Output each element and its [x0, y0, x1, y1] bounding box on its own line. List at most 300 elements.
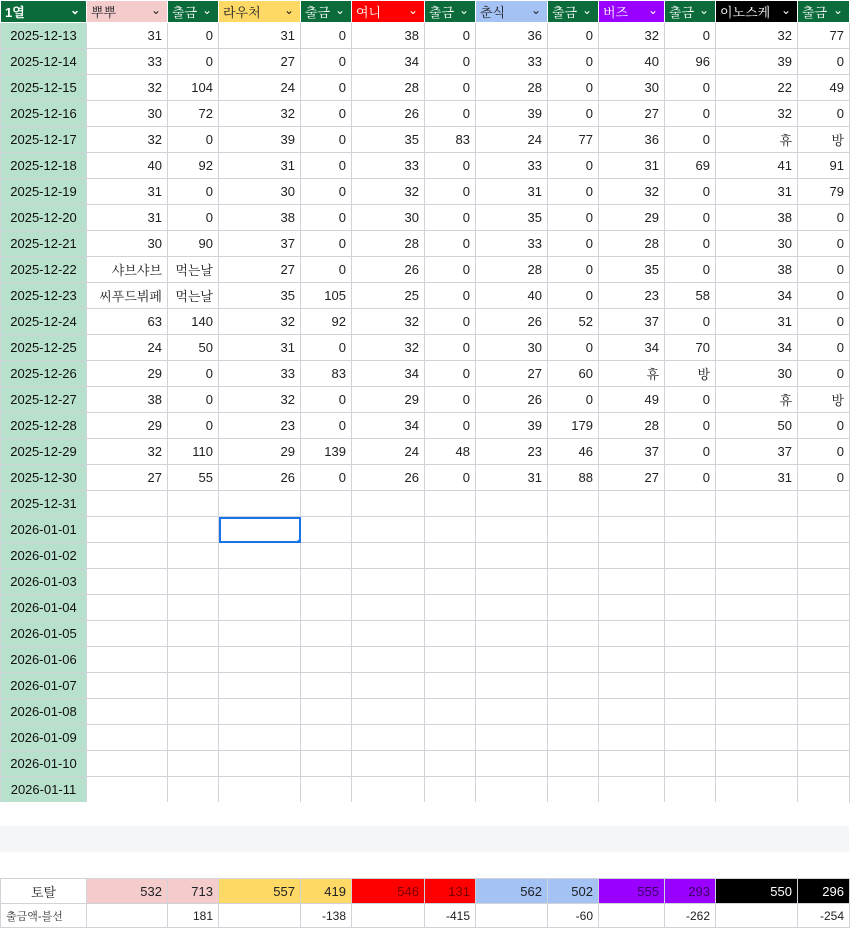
date-cell[interactable]: 2026-01-02	[1, 543, 87, 569]
date-cell[interactable]: 2025-12-17	[1, 127, 87, 153]
cell[interactable]: 31	[716, 179, 798, 205]
date-cell[interactable]: 2026-01-11	[1, 777, 87, 803]
cell[interactable]: 휴	[599, 361, 665, 387]
date-cell[interactable]: 2025-12-22	[1, 257, 87, 283]
cell[interactable]: 0	[425, 101, 476, 127]
cell[interactable]: 0	[301, 205, 352, 231]
cell[interactable]	[599, 491, 665, 517]
cell[interactable]: 32	[352, 309, 425, 335]
cell[interactable]: 23	[219, 413, 301, 439]
date-cell[interactable]: 2025-12-14	[1, 49, 87, 75]
cell[interactable]	[716, 543, 798, 569]
cell[interactable]: 88	[548, 465, 599, 491]
cell[interactable]: 0	[665, 23, 716, 49]
cell[interactable]: 0	[798, 257, 850, 283]
cell[interactable]: 0	[301, 101, 352, 127]
cell[interactable]: 0	[425, 231, 476, 257]
cell[interactable]: 0	[168, 127, 219, 153]
cell[interactable]: 0	[301, 75, 352, 101]
filter-chevron-down-icon[interactable]: ⌄	[69, 3, 80, 17]
filter-chevron-down-icon[interactable]: ⌄	[334, 3, 345, 17]
column-header-7[interactable]	[476, 1, 548, 23]
cell[interactable]	[599, 751, 665, 777]
cell[interactable]	[476, 673, 548, 699]
date-cell[interactable]: 2025-12-30	[1, 465, 87, 491]
cell[interactable]: 140	[168, 309, 219, 335]
cell[interactable]: 35	[219, 283, 301, 309]
cell[interactable]: 0	[301, 127, 352, 153]
cell[interactable]	[798, 569, 850, 595]
cell[interactable]	[87, 777, 168, 803]
cell[interactable]: 0	[665, 309, 716, 335]
cell[interactable]	[476, 751, 548, 777]
cell[interactable]	[219, 647, 301, 673]
cell[interactable]	[716, 751, 798, 777]
cell[interactable]	[352, 751, 425, 777]
cell[interactable]: 77	[548, 127, 599, 153]
diff-cell[interactable]: -415	[425, 904, 476, 928]
cell[interactable]	[665, 569, 716, 595]
cell[interactable]	[798, 647, 850, 673]
cell[interactable]: 0	[548, 205, 599, 231]
cell[interactable]: 38	[219, 205, 301, 231]
diff-cell[interactable]	[87, 904, 168, 928]
date-cell[interactable]: 2025-12-13	[1, 23, 87, 49]
cell[interactable]	[352, 673, 425, 699]
cell[interactable]: 0	[425, 387, 476, 413]
cell[interactable]	[301, 543, 352, 569]
cell[interactable]: 0	[301, 153, 352, 179]
cell[interactable]: 92	[301, 309, 352, 335]
cell[interactable]: 0	[425, 257, 476, 283]
cell[interactable]: 먹는날	[168, 257, 219, 283]
cell[interactable]: 0	[425, 49, 476, 75]
cell[interactable]: 0	[425, 413, 476, 439]
cell[interactable]: 0	[168, 387, 219, 413]
cell[interactable]: 32	[352, 179, 425, 205]
cell[interactable]: 0	[798, 309, 850, 335]
total-cell[interactable]: 555	[599, 879, 665, 904]
cell[interactable]: 31	[476, 179, 548, 205]
cell[interactable]	[798, 699, 850, 725]
cell[interactable]: 30	[219, 179, 301, 205]
cell[interactable]: 0	[665, 439, 716, 465]
cell[interactable]	[301, 621, 352, 647]
cell[interactable]: 0	[665, 101, 716, 127]
cell[interactable]: 33	[87, 49, 168, 75]
cell[interactable]: 31	[219, 23, 301, 49]
cell[interactable]: 0	[168, 49, 219, 75]
date-cell[interactable]: 2026-01-01	[1, 517, 87, 543]
column-header-3[interactable]	[219, 1, 301, 23]
cell[interactable]: 24	[352, 439, 425, 465]
cell[interactable]: 0	[425, 153, 476, 179]
filter-chevron-down-icon[interactable]: ⌄	[201, 3, 212, 17]
date-cell[interactable]: 2025-12-21	[1, 231, 87, 257]
cell[interactable]	[476, 621, 548, 647]
cell[interactable]: 30	[716, 231, 798, 257]
cell[interactable]: 30	[87, 101, 168, 127]
cell[interactable]: 씨푸드뷔페	[87, 283, 168, 309]
cell[interactable]: 0	[665, 179, 716, 205]
cell[interactable]: 32	[87, 127, 168, 153]
cell[interactable]: 32	[219, 309, 301, 335]
cell[interactable]	[476, 699, 548, 725]
cell[interactable]: 샤브샤브	[87, 257, 168, 283]
date-cell[interactable]: 2026-01-03	[1, 569, 87, 595]
cell[interactable]	[425, 673, 476, 699]
date-cell[interactable]: 2025-12-19	[1, 179, 87, 205]
cell[interactable]	[665, 699, 716, 725]
total-cell[interactable]: 550	[716, 879, 798, 904]
cell[interactable]: 39	[476, 413, 548, 439]
cell[interactable]: 55	[168, 465, 219, 491]
cell[interactable]: 37	[219, 231, 301, 257]
column-header-6[interactable]	[425, 1, 476, 23]
cell[interactable]	[301, 777, 352, 803]
cell[interactable]	[425, 621, 476, 647]
cell[interactable]: 33	[476, 153, 548, 179]
filter-chevron-down-icon[interactable]: ⌄	[150, 3, 161, 17]
cell[interactable]	[168, 517, 219, 543]
cell[interactable]: 40	[599, 49, 665, 75]
cell[interactable]	[352, 543, 425, 569]
cell[interactable]	[425, 543, 476, 569]
cell[interactable]: 23	[599, 283, 665, 309]
cell[interactable]: 37	[716, 439, 798, 465]
date-cell[interactable]: 2026-01-06	[1, 647, 87, 673]
cell[interactable]: 69	[665, 153, 716, 179]
cell[interactable]: 28	[352, 75, 425, 101]
cell[interactable]	[168, 699, 219, 725]
cell[interactable]	[548, 621, 599, 647]
total-cell[interactable]: 419	[301, 879, 352, 904]
cell[interactable]: 26	[219, 465, 301, 491]
cell[interactable]: 방	[798, 387, 850, 413]
cell[interactable]: 32	[87, 439, 168, 465]
cell[interactable]	[665, 673, 716, 699]
cell[interactable]	[168, 777, 219, 803]
diff-cell[interactable]: -262	[665, 904, 716, 928]
cell[interactable]: 70	[665, 335, 716, 361]
cell[interactable]	[798, 751, 850, 777]
cell[interactable]: 31	[476, 465, 548, 491]
cell[interactable]	[665, 491, 716, 517]
cell[interactable]: 104	[168, 75, 219, 101]
cell[interactable]: 0	[665, 75, 716, 101]
cell[interactable]	[798, 673, 850, 699]
cell[interactable]: 0	[798, 361, 850, 387]
cell[interactable]: 91	[798, 153, 850, 179]
total-cell[interactable]: 296	[798, 879, 850, 904]
cell[interactable]	[168, 569, 219, 595]
cell[interactable]	[716, 621, 798, 647]
cell[interactable]	[798, 725, 850, 751]
cell[interactable]: 먹는날	[168, 283, 219, 309]
column-header-2[interactable]	[168, 1, 219, 23]
cell[interactable]: 30	[87, 231, 168, 257]
cell[interactable]: 0	[425, 335, 476, 361]
cell[interactable]	[798, 543, 850, 569]
cell[interactable]	[301, 725, 352, 751]
cell[interactable]: 0	[665, 257, 716, 283]
cell[interactable]: 0	[548, 101, 599, 127]
cell[interactable]	[425, 751, 476, 777]
cell[interactable]	[548, 543, 599, 569]
filter-chevron-down-icon[interactable]: ⌄	[780, 3, 791, 17]
cell[interactable]: 0	[168, 179, 219, 205]
date-cell[interactable]: 2025-12-28	[1, 413, 87, 439]
cell[interactable]: 25	[352, 283, 425, 309]
cell[interactable]: 32	[599, 23, 665, 49]
cell[interactable]: 0	[548, 387, 599, 413]
cell[interactable]	[425, 491, 476, 517]
cell[interactable]: 0	[798, 465, 850, 491]
total-cell[interactable]: 502	[548, 879, 599, 904]
column-header-10[interactable]	[665, 1, 716, 23]
cell[interactable]: 0	[548, 231, 599, 257]
cell[interactable]: 38	[716, 205, 798, 231]
cell[interactable]	[599, 595, 665, 621]
cell[interactable]: 32	[219, 387, 301, 413]
column-header-1[interactable]	[87, 1, 168, 23]
diff-cell[interactable]: -254	[798, 904, 850, 928]
cell[interactable]	[476, 569, 548, 595]
cell[interactable]	[548, 595, 599, 621]
cell[interactable]: 0	[425, 205, 476, 231]
date-cell[interactable]: 2026-01-07	[1, 673, 87, 699]
cell[interactable]: 31	[87, 179, 168, 205]
cell[interactable]	[425, 777, 476, 803]
cell[interactable]: 31	[219, 153, 301, 179]
cell[interactable]	[599, 543, 665, 569]
cell[interactable]	[219, 699, 301, 725]
cell[interactable]: 31	[219, 335, 301, 361]
cell[interactable]: 24	[87, 335, 168, 361]
filter-chevron-down-icon[interactable]: ⌄	[458, 3, 469, 17]
cell[interactable]: 27	[599, 465, 665, 491]
cell[interactable]: 29	[352, 387, 425, 413]
totals-label[interactable]: 토탈	[1, 879, 87, 904]
cell[interactable]	[665, 777, 716, 803]
cell[interactable]: 0	[301, 179, 352, 205]
cell[interactable]: 0	[798, 283, 850, 309]
cell[interactable]: 휴	[716, 387, 798, 413]
cell[interactable]: 0	[425, 361, 476, 387]
cell[interactable]	[168, 595, 219, 621]
cell[interactable]: 휴	[716, 127, 798, 153]
cell[interactable]	[168, 725, 219, 751]
date-cell[interactable]: 2026-01-05	[1, 621, 87, 647]
total-cell[interactable]: 546	[352, 879, 425, 904]
cell[interactable]: 0	[798, 205, 850, 231]
cell[interactable]: 38	[352, 23, 425, 49]
cell[interactable]	[548, 491, 599, 517]
cell[interactable]: 0	[425, 283, 476, 309]
diff-cell[interactable]	[716, 904, 798, 928]
selected-cell[interactable]	[219, 517, 301, 543]
cell[interactable]	[168, 673, 219, 699]
cell[interactable]: 48	[425, 439, 476, 465]
cell[interactable]: 30	[599, 75, 665, 101]
column-header-12[interactable]	[798, 1, 850, 23]
cell[interactable]: 139	[301, 439, 352, 465]
cell[interactable]: 32	[87, 75, 168, 101]
cell[interactable]	[665, 751, 716, 777]
cell[interactable]: 83	[301, 361, 352, 387]
cell[interactable]: 0	[301, 23, 352, 49]
date-cell[interactable]: 2025-12-25	[1, 335, 87, 361]
cell[interactable]	[425, 569, 476, 595]
cell[interactable]	[219, 491, 301, 517]
diff-cell[interactable]	[219, 904, 301, 928]
filter-chevron-down-icon[interactable]: ⌄	[581, 3, 592, 17]
column-header-date[interactable]	[1, 1, 87, 23]
cell[interactable]	[599, 647, 665, 673]
cell[interactable]	[798, 595, 850, 621]
column-header-8[interactable]	[548, 1, 599, 23]
cell[interactable]	[352, 595, 425, 621]
cell[interactable]: 34	[716, 335, 798, 361]
cell[interactable]: 32	[599, 179, 665, 205]
cell[interactable]: 28	[352, 231, 425, 257]
date-cell[interactable]: 2025-12-23	[1, 283, 87, 309]
cell[interactable]: 30	[352, 205, 425, 231]
cell[interactable]: 34	[352, 413, 425, 439]
cell[interactable]: 0	[168, 413, 219, 439]
cell[interactable]	[219, 777, 301, 803]
cell[interactable]: 33	[219, 361, 301, 387]
cell[interactable]	[476, 725, 548, 751]
cell[interactable]: 52	[548, 309, 599, 335]
date-cell[interactable]: 2025-12-16	[1, 101, 87, 127]
cell[interactable]: 33	[476, 231, 548, 257]
total-cell[interactable]: 713	[168, 879, 219, 904]
cell[interactable]: 40	[476, 283, 548, 309]
filter-chevron-down-icon[interactable]: ⌄	[647, 3, 658, 17]
cell[interactable]	[219, 621, 301, 647]
cell[interactable]	[301, 517, 352, 543]
cell[interactable]: 26	[352, 101, 425, 127]
date-cell[interactable]: 2025-12-20	[1, 205, 87, 231]
cell[interactable]	[219, 543, 301, 569]
cell[interactable]: 38	[87, 387, 168, 413]
cell[interactable]	[798, 777, 850, 803]
cell[interactable]: 105	[301, 283, 352, 309]
cell[interactable]	[352, 491, 425, 517]
cell[interactable]: 30	[476, 335, 548, 361]
cell[interactable]: 34	[352, 49, 425, 75]
cell[interactable]	[219, 569, 301, 595]
cell[interactable]: 28	[599, 413, 665, 439]
cell[interactable]	[168, 751, 219, 777]
column-header-11[interactable]	[716, 1, 798, 23]
cell[interactable]: 0	[425, 465, 476, 491]
cell[interactable]	[168, 543, 219, 569]
total-cell[interactable]: 131	[425, 879, 476, 904]
cell[interactable]	[665, 647, 716, 673]
cell[interactable]	[425, 725, 476, 751]
cell[interactable]	[476, 777, 548, 803]
cell[interactable]	[301, 751, 352, 777]
cell[interactable]: 26	[352, 257, 425, 283]
cell[interactable]	[301, 673, 352, 699]
cell[interactable]: 34	[716, 283, 798, 309]
cell[interactable]: 0	[301, 49, 352, 75]
cell[interactable]: 32	[716, 101, 798, 127]
cell[interactable]: 0	[301, 387, 352, 413]
cell[interactable]	[716, 491, 798, 517]
cell[interactable]: 50	[716, 413, 798, 439]
cell[interactable]	[476, 491, 548, 517]
cell[interactable]	[476, 595, 548, 621]
cell[interactable]: 0	[548, 179, 599, 205]
cell[interactable]: 39	[476, 101, 548, 127]
total-cell[interactable]: 562	[476, 879, 548, 904]
cell[interactable]	[548, 751, 599, 777]
cell[interactable]: 0	[665, 205, 716, 231]
cell[interactable]: 방	[798, 127, 850, 153]
cell[interactable]: 92	[168, 153, 219, 179]
cell[interactable]	[716, 595, 798, 621]
cell[interactable]	[352, 621, 425, 647]
cell[interactable]	[716, 517, 798, 543]
total-cell[interactable]: 293	[665, 879, 716, 904]
cell[interactable]	[716, 725, 798, 751]
cell[interactable]: 0	[798, 413, 850, 439]
cell[interactable]: 29	[87, 413, 168, 439]
cell[interactable]: 60	[548, 361, 599, 387]
cell[interactable]: 33	[352, 153, 425, 179]
cell[interactable]	[168, 647, 219, 673]
cell[interactable]: 23	[476, 439, 548, 465]
cell[interactable]: 49	[798, 75, 850, 101]
cell[interactable]: 0	[798, 101, 850, 127]
filter-chevron-down-icon[interactable]: ⌄	[283, 3, 294, 17]
date-cell[interactable]: 2025-12-26	[1, 361, 87, 387]
cell[interactable]	[548, 517, 599, 543]
cell[interactable]: 0	[548, 283, 599, 309]
cell[interactable]: 35	[352, 127, 425, 153]
date-cell[interactable]: 2025-12-29	[1, 439, 87, 465]
cell[interactable]	[716, 673, 798, 699]
filter-chevron-down-icon[interactable]: ⌄	[530, 3, 541, 17]
cell[interactable]	[301, 647, 352, 673]
cell[interactable]	[87, 621, 168, 647]
cell[interactable]: 29	[599, 205, 665, 231]
filter-chevron-down-icon[interactable]: ⌄	[407, 3, 418, 17]
cell[interactable]	[665, 595, 716, 621]
cell[interactable]	[87, 673, 168, 699]
cell[interactable]: 31	[599, 153, 665, 179]
cell[interactable]: 0	[665, 127, 716, 153]
cell[interactable]: 0	[425, 23, 476, 49]
cell[interactable]	[548, 777, 599, 803]
cell[interactable]: 0	[665, 231, 716, 257]
cell[interactable]	[599, 621, 665, 647]
filter-chevron-down-icon[interactable]: ⌄	[832, 3, 843, 17]
cell[interactable]	[665, 725, 716, 751]
cell[interactable]: 0	[301, 335, 352, 361]
cell[interactable]: 27	[87, 465, 168, 491]
cell[interactable]: 0	[548, 49, 599, 75]
cell[interactable]: 24	[476, 127, 548, 153]
cell[interactable]: 110	[168, 439, 219, 465]
cell[interactable]	[798, 517, 850, 543]
column-header-9[interactable]	[599, 1, 665, 23]
cell[interactable]	[87, 543, 168, 569]
cell[interactable]: 0	[548, 153, 599, 179]
